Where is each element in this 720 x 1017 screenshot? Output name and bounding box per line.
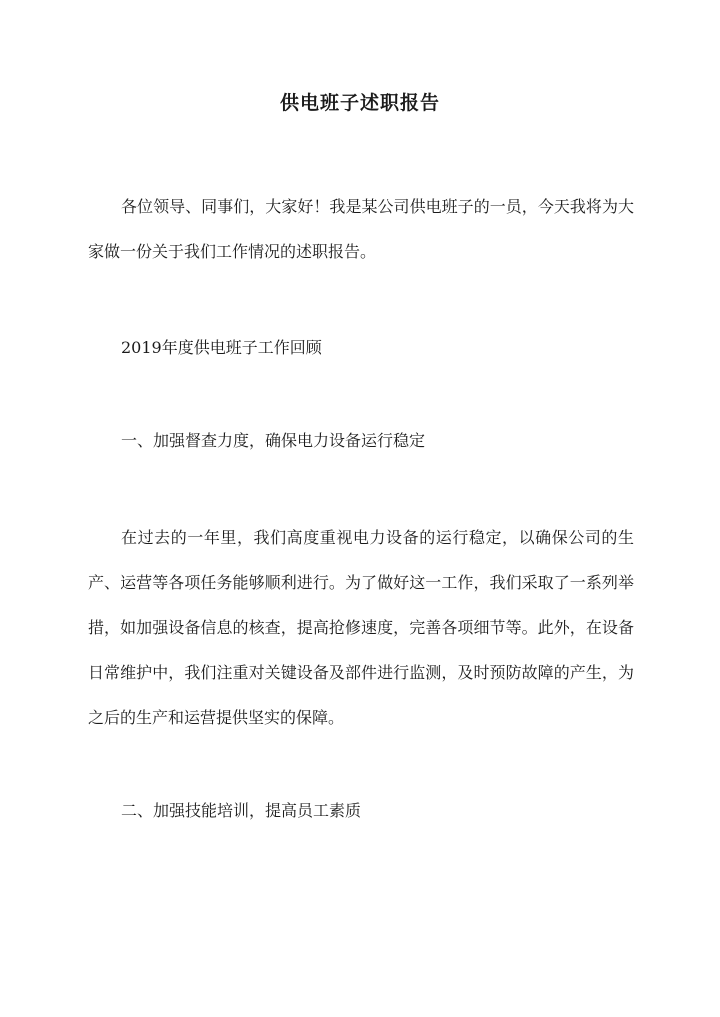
- page-title: 供电班子述职报告: [279, 92, 440, 114]
- section2-heading: 二、加强技能培训，提高员工素质: [121, 801, 362, 820]
- intro-paragraph: 各位领导、同事们，大家好！我是某公司供电班子的一员，今天我将为大家做一份关于我们工作情况的述职报告。: [88, 197, 634, 261]
- year-review-heading: 2019年度供电班子工作回顾: [121, 338, 322, 357]
- section1-body: 在过去的一年里，我们高度重视电力设备的运行稳定，以确保公司的生产、运营等各项任务能够顺利进行。为了做好这一工作，我们采取了一系列举措，如加强设备信息的核查，提高抢修速度，完善各项细节等。此外，在设备日常维护中，我们注重对关键设备及部件进行监测，及时预防故障的产生，为之后的生产和运营提供坚实的保障。: [88, 528, 634, 727]
- section1-heading: 一、加强督查力度，确保电力设备运行稳定: [121, 431, 426, 450]
